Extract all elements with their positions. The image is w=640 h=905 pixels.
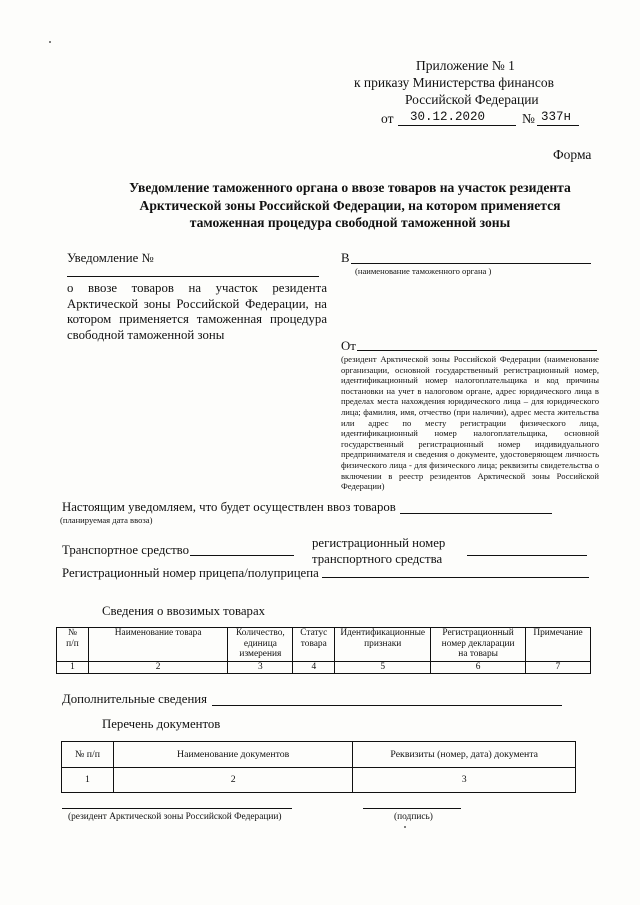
from-caption-line: предпринимателя и сведения о документе, удостоверяющем личность [341,449,599,460]
documents-number-row [62,768,576,793]
goods-header-cell: Наименование товара [88,628,228,662]
from-caption [341,354,599,492]
goods-number-cell: 5 [335,662,431,674]
title-line-1: Уведомление таможенного органа о ввозе товаров на участок резидента [129,180,571,195]
to-prefix: В [341,251,350,265]
documents-number-cell: 2 [113,768,353,793]
from-caption-line: (резидент Арктической зоны Российской Федерации (наименование [341,354,599,364]
from-caption-line: государственный регистрационный номер индивидуального [341,438,599,449]
title-line-2: Арктической зоны Российской Федерации, на котором применяется [139,197,561,213]
goods-header-cell: Идентификационные признаки [335,628,431,662]
resident-caption: (резидент Арктической зоны Российской Федерации) [68,812,282,822]
vehicle-reg-label-line-2: транспортного средства [312,551,443,566]
goods-header-cell: № п/п [57,628,89,662]
goods-heading: Сведения о ввозимых товарах [102,604,266,618]
import-date-caption: (планируемая дата ввоза) [60,515,153,525]
notice-text-line-4: свободной таможенной зоны [67,327,225,342]
additional-line [212,705,562,706]
documents-number-cell: 3 [353,768,576,793]
goods-number-cell: 1 [57,662,89,674]
additional-label: Дополнительные сведения [62,692,208,706]
from-caption-line: организации, основной государственный регистрационный номер, [341,364,599,375]
scan-speck [49,41,51,43]
appendix-date-prefix: от [381,111,394,126]
notice-number-line [67,276,319,277]
documents-table [61,741,576,793]
goods-header-row [57,628,591,662]
vehicle-reg-label [312,536,445,567]
date-underline [398,125,516,126]
signature-caption: (подпись) [394,812,433,822]
scan-speck [404,826,406,828]
documents-number-cell: 1 [62,768,114,793]
goods-number-row [57,662,591,674]
appendix-number-prefix: № [522,111,535,126]
import-notice-text: Настоящим уведомляем, что будет осуществлен ввоз товаров [62,500,396,514]
appendix-line-1: Приложение № 1 [416,58,515,73]
goods-header-cell: Количество, единица измерения [228,628,293,662]
from-prefix: От [341,339,356,353]
title-line-3: таможенная процедура свободной таможенной зоны [189,215,511,230]
documents-header-cell: № п/п [62,742,114,768]
vehicle-reg-label-line-1: регистрационный номер [312,536,446,550]
vehicle-line [190,555,294,556]
documents-heading: Перечень документов [102,717,221,731]
goods-number-cell: 2 [88,662,228,674]
trailer-line [322,577,589,578]
goods-number-cell: 4 [293,662,335,674]
trailer-label: Регистрационный номер прицепа/полуприцепа [62,566,319,580]
from-caption-line: идентификационный номер налогоплательщика и код причины [341,375,599,386]
from-caption-line: идентификационный номер налогоплательщика, основной [341,428,599,439]
resident-sign-line [62,808,292,809]
documents-header-cell: Реквизиты (номер, дата) документа [353,742,576,768]
notice-text-line-2: Арктической зоны Российской Федерации, на [67,296,327,311]
appendix-line-2: к приказу Министерства финансов [354,75,554,90]
appendix-number-value: 337н [541,110,572,124]
from-caption-line: Федерации) [341,481,385,492]
goods-header-cell: Статус товара [293,628,335,662]
appendix-line-3: Российской Федерации [405,92,539,107]
goods-table [56,627,591,674]
documents-header-cell: Наименование документов [113,742,353,768]
goods-number-cell: 7 [526,662,591,674]
vehicle-reg-line [467,555,587,556]
from-line [357,350,597,351]
import-date-line [400,513,552,514]
from-caption-line: лица; фамилия, имя, отчество (при наличии), адрес места жительства [341,406,599,417]
documents-header-row [62,742,576,768]
goods-number-cell: 3 [228,662,293,674]
to-line [351,263,591,264]
signature-line [363,808,461,809]
number-underline [537,125,579,126]
from-caption-line: физического лица - для физического лица; реквизиты свидетельства о [341,459,599,470]
from-caption-line: постановки на учет в налоговом органе, адрес юридического лица в [341,385,599,396]
notice-text-line-3: котором применяется таможенная процедура [67,312,327,326]
document-title [70,179,630,232]
appendix-date-value: 30.12.2020 [410,110,486,124]
from-caption-line: пределах места нахождения юридического лица – для юридического [341,396,599,407]
from-caption-line: или адрес по месту регистрации физического лица, [341,417,599,428]
notice-label: Уведомление № [67,251,154,265]
goods-header-cell: Регистрационный номер декларации на товары [431,628,526,662]
from-caption-line: включении в реестр резидентов Арктической зоны Российской [341,470,599,481]
goods-number-cell: 6 [431,662,526,674]
notice-text [67,281,327,343]
vehicle-label: Транспортное средство [62,543,190,557]
goods-header-cell: Примечание [526,628,591,662]
notice-text-line-1: о ввозе товаров на участок резидента [67,281,327,295]
form-label: Форма [553,147,592,162]
to-caption: (наименование таможенного органа ) [355,266,492,276]
